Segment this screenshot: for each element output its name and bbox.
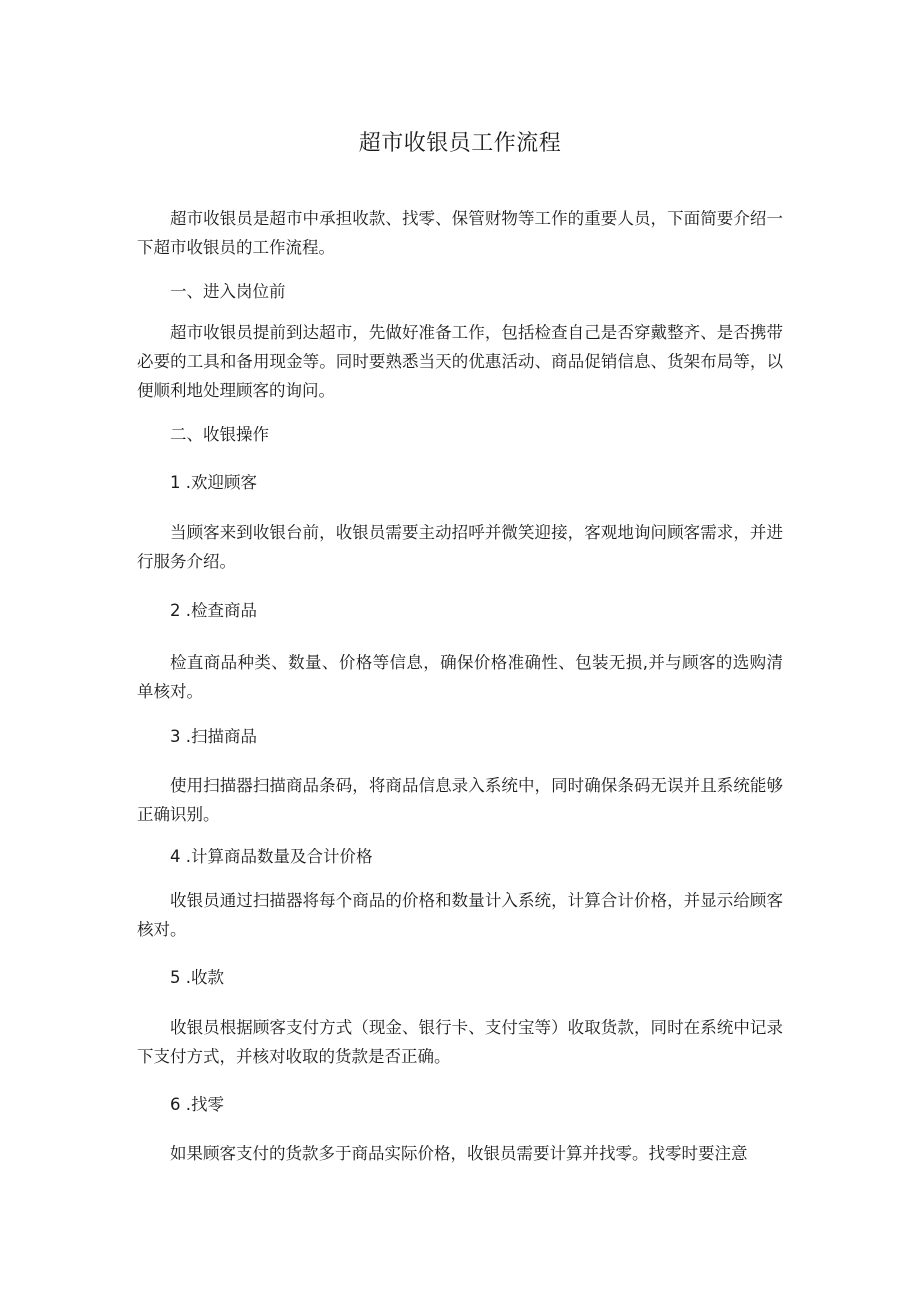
step-3-heading: 3 .扫描商品: [170, 727, 257, 746]
step-6-paragraph: 如果顾客支付的货款多于商品实际价格，收银员需要计算并找零。找零时要注意: [170, 1144, 748, 1163]
step-6-heading: 6 .找零: [170, 1095, 224, 1114]
section-1-heading: 一、进入岗位前: [170, 282, 286, 301]
step-1-paragraph: 当顾客来到收银台前，收银员需要主动招呼并微笑迎接，客观地询问顾客需求，并进行服务介绍。: [137, 523, 783, 571]
step-4-paragraph: 收银员通过扫描器将每个商品的价格和数量计入系统，计算合计价格，并显示给顾客核对。: [137, 891, 783, 939]
step-5-paragraph: 收银员根据顾客支付方式（现金、银行卡、支付宝等）收取货款，同时在系统中记录下支付方式，并核对收取的货款是否正确。: [137, 1018, 783, 1066]
step-5-heading: 5 .收款: [170, 968, 224, 987]
document-title: 超市收银员工作流程: [358, 131, 562, 156]
step-4-heading: 4 .计算商品数量及合计价格: [170, 847, 373, 866]
intro-paragraph: 超市收银员是超市中承担收款、找零、保管财物等工作的重要人员，下面简要介绍一下超市收银员的工作流程。: [137, 209, 783, 257]
section-1-paragraph: 超市收银员提前到达超市，先做好准备工作，包括检查自己是否穿戴整齐、是否携带必要的工具和备用现金等。同时要熟悉当天的优惠活动、商品促销信息、货架布局等，以便顺利地处理顾客的询问。: [137, 323, 783, 400]
step-3-paragraph: 使用扫描器扫描商品条码，将商品信息录入系统中，同时确保条码无误并且系统能够正确识别。: [137, 776, 783, 824]
step-2-paragraph: 检直商品种类、数量、价格等信息，确保价格准确性、包装无损,并与顾客的选购清单核对。: [137, 653, 783, 701]
section-2-heading: 二、收银操作: [170, 425, 269, 444]
step-1-heading: 1 .欢迎顾客: [170, 473, 257, 492]
step-2-heading: 2 .检查商品: [170, 601, 257, 620]
